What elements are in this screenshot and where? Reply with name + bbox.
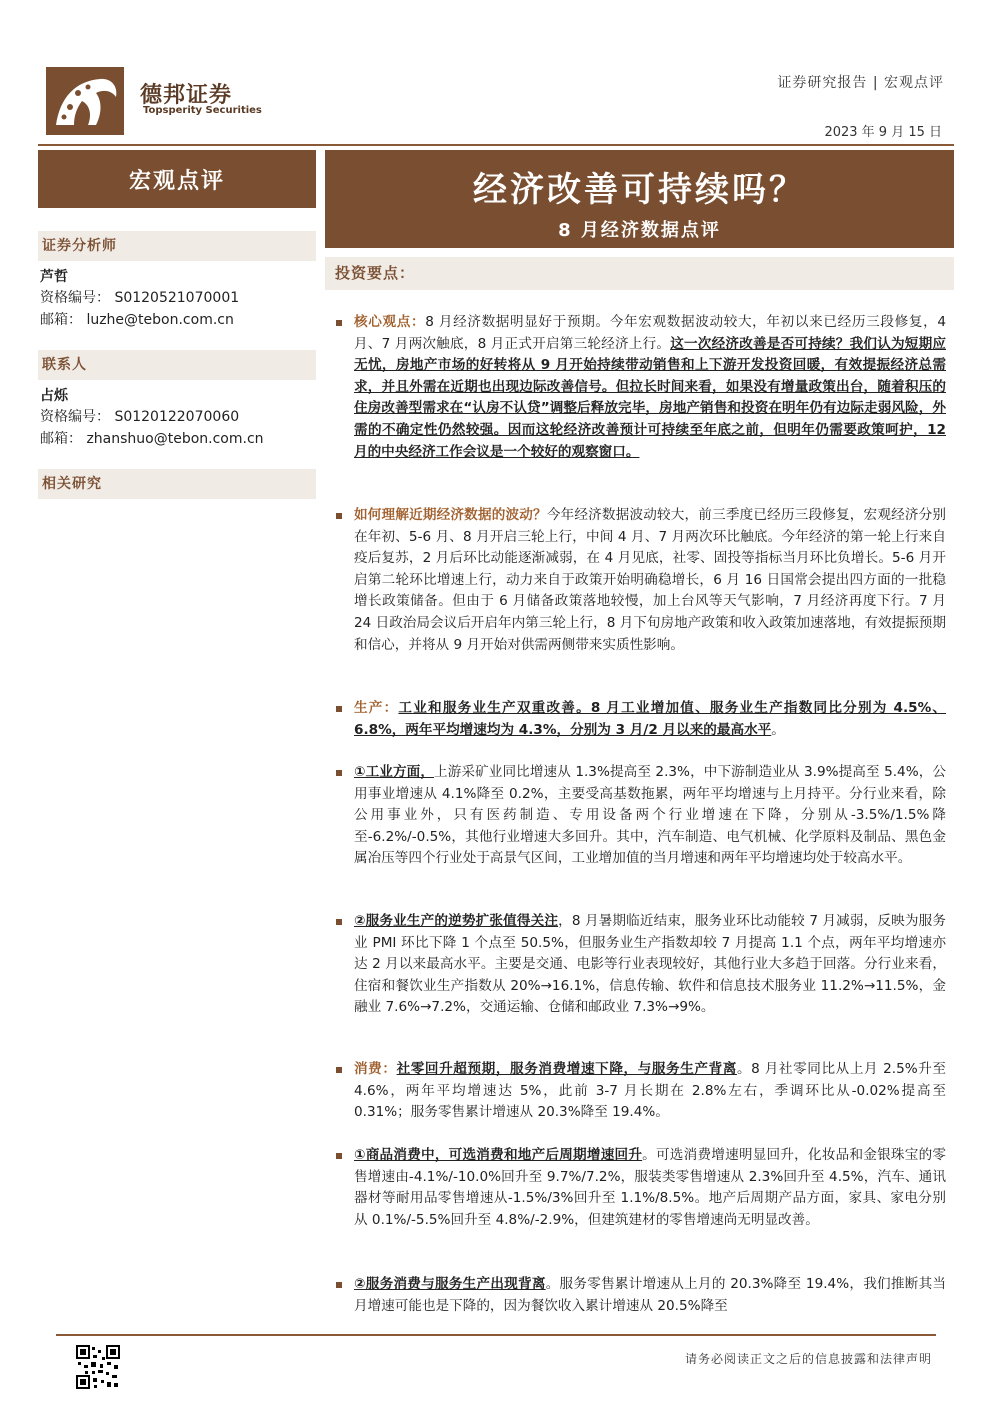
page-title: 经济改善可持续吗？	[473, 170, 806, 210]
company-name-en: Topsperity Securities	[143, 105, 262, 116]
bullet-icon	[336, 1282, 342, 1288]
related-research-heading: 相关研究	[38, 469, 316, 499]
paragraph-volatility: 如何理解近期经济数据的波动？今年经济数据波动较大，前三季度已经历三段修复，宏观经济分别在年初、5-6 月、8 月开启三轮上行，中间 4 月、7 月两次环比触底。今年经济的第一轮上行来自疫后复苏，2 月后环比动能逐渐减弱，在 4 月见底，社零、固投等指标当月环比负增长。5-6 月开启第二轮环比增速上行，动力来自于政策开始明确稳增长，6 月 16 日国常会提出四方面的一批稳增长政策储备。但由于 6 月储备政策落地较慢，加上台风等天气影响，7 月经济再度下行。7 月 24 日政治局会议后开启年内第三轮上行，8 月下旬房地产政策和收入政策加速落地，有效提振预期和信心，并将从 9 月开始对供需两侧带来实质性影响。	[336, 505, 946, 656]
legal-disclaimer: 请务必阅读正文之后的信息披露和法律声明	[684, 1352, 932, 1366]
company-logo	[46, 67, 124, 135]
analyst-heading: 证券分析师	[38, 231, 316, 261]
bullet-icon	[336, 770, 342, 776]
contact-heading: 联系人	[38, 350, 316, 380]
bullet-icon	[336, 1153, 342, 1159]
paragraph-consumption: 消费：社零回升超预期，服务消费增速下降，与服务生产背离。8 月社零同比从上月 2.5%升至 4.6%，两年平均增速达 5%，此前 3-7 月长期在 2.8%左右，季调环比从-0.02%提高至 0.31%；服务零售累计增速从 20.3%降至 19.4%。	[336, 1059, 946, 1124]
paragraph-services: ②服务业生产的逆势扩张值得关注，8 月暑期临近结束，服务业环比动能较 7 月减弱，反映为服务业 PMI 环比下降 1 个点至 50.5%，但服务业生产指数却较 7 月提高 1.1 个点，两年平均增速亦达 2 月以来最高水平。主要是交通、电影等行业表现较好，其他行业大多趋于回落。分行业来看，住宿和餐饮业生产指数从 20%→16.1%，信息传输、软件和信息技术服务业 11.2%→11.5%，金融业 7.6%→7.2%，交通运输、仓储和邮政业 7.3%→9%。	[336, 911, 946, 1019]
bullet-icon	[336, 919, 342, 925]
bullet-icon	[336, 320, 342, 326]
category-band: 宏观点评	[38, 150, 316, 208]
bullet-icon	[336, 513, 342, 519]
paragraph-core-view: 核心观点：8 月经济数据明显好于预期。今年宏观数据波动较大，年初以来已经历三段修复，4 月、7 月两次触底，8 月正式开启第三轮经济上行。这一次经济改善是否可持续？我们认为短期应无忧，房地产市场的好转将从 9 月开始持续带动销售和上下游开发投资回暖，有效提振经济总需求，并且外需在近期也出现边际改善信号。但拉长时间来看，如果没有增量政策出台，随着积压的住房改善型需求在“认房不认贷”调整后释放完毕，房地产销售和投资在明年仍有边际走弱风险，外需的不确定性仍然较强。因而这轮经济改善预计可持续至年底之前，但明年仍需要政策呵护，12 月的中央经济工作会议是一个较好的观察窗口。	[336, 312, 946, 463]
paragraph-service-consumption: ②服务消费与服务生产出现背离。服务零售累计增速从上月的 20.3%降至 19.4%，我们推断其当月增速可能也是下降的，因为餐饮收入累计增速从 20.5%降至	[336, 1274, 946, 1317]
investment-highlights-heading: 投资要点：	[325, 257, 954, 290]
analyst-email: 邮箱： luzhe@tebon.com.cn	[40, 312, 234, 328]
title-band	[325, 150, 954, 248]
company-name-cn: 德邦证券	[140, 83, 233, 108]
report-date: 2023 年 9 月 15 日	[824, 125, 942, 140]
contact-email: 邮箱： zhanshuo@tebon.com.cn	[40, 431, 264, 447]
paragraph-industry: ①工业方面，上游采矿业同比增速从 1.3%提高至 2.3%，中下游制造业从 3.9%提高至 5.4%，公用事业增速从 4.1%降至 0.2%，主要受高基数拖累，两年平均增速与上月持平。分行业来看，除公用事业外，只有医药制造、专用设备两个行业增速在下降，分别从-3.5%/1.5%降至-6.2%/-0.5%，其他行业增速大多回升。其中，汽车制造、电气机械、化学原料及制品、黑色金属冶压等四个行业处于高景气区间，工业增加值的当月增速和两年平均增速均处于较高水平。	[336, 762, 946, 870]
bullet-icon	[336, 1067, 342, 1073]
page-subtitle: 8 月经济数据点评	[558, 220, 721, 241]
header-divider	[38, 144, 954, 146]
contact-name: 占烁	[40, 388, 68, 404]
analyst-name: 芦哲	[40, 269, 68, 285]
qr-code-icon	[76, 1345, 120, 1389]
bullet-icon	[336, 706, 342, 712]
paragraph-production: 生产：工业和服务业生产双重改善。8 月工业增加值、服务业生产指数同比分别为 4.5%、6.8%，两年平均增速均为 4.3%，分别为 3 月/2 月以来的最高水平。	[336, 698, 946, 741]
report-type: 证券研究报告 | 宏观点评	[777, 75, 944, 91]
leopard-icon	[46, 67, 124, 135]
paragraph-goods-consumption: ①商品消费中，可选消费和地产后周期增速回升。可选消费增速明显回升，化妆品和金银珠宝的零售增速由-4.1%/-10.0%回升至 9.7%/7.2%，服装类零售增速从 2.3%回升至 4.5%，汽车、通讯器材等耐用品零售增速从-1.5%/3%回升至 1.1%/8.5%。地产后周期产品方面，家具、家电分别从 0.1%/-5.5%回升至 4.8%/-2.9%，但建筑建材的零售增速尚无明显改善。	[336, 1145, 946, 1231]
footer-divider	[56, 1334, 936, 1336]
analyst-cert: 资格编号： S0120521070001	[40, 290, 240, 306]
contact-cert: 资格编号： S0120122070060	[40, 409, 240, 425]
